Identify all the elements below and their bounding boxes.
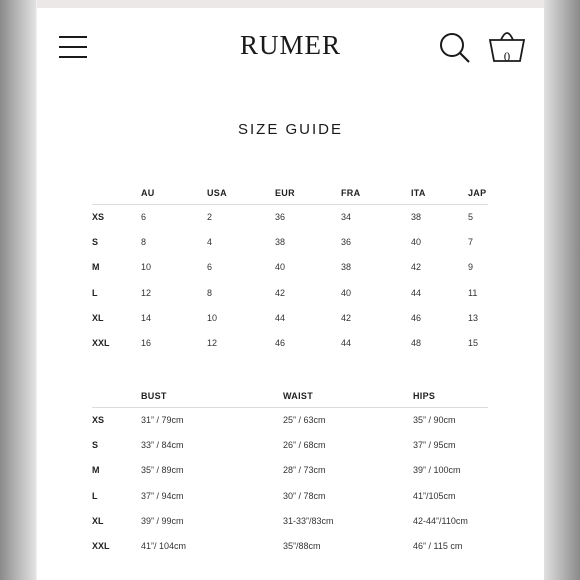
table-cell: 15: [468, 337, 479, 348]
size-label: XL: [92, 515, 104, 526]
table-cell: 40: [341, 287, 352, 298]
table-header-row: [92, 390, 488, 408]
table-cell: 35”/88cm: [283, 540, 321, 551]
table-cell: 41”/105cm: [413, 490, 456, 501]
table-cell: 38: [341, 262, 352, 273]
table-row: [92, 205, 488, 230]
table-cell: 37” / 95cm: [413, 440, 456, 451]
table-cell: 28” / 73cm: [283, 465, 326, 476]
table-cell: 42-44”/110cm: [413, 515, 468, 526]
size-label: L: [92, 287, 98, 298]
table-cell: 42: [275, 287, 286, 298]
cart-count: 0: [503, 49, 511, 64]
column-header: FRA: [341, 188, 361, 198]
table-row: [92, 331, 488, 356]
table-cell: 48: [411, 337, 422, 348]
size-label: M: [92, 262, 100, 273]
table-row: [92, 458, 488, 483]
table-row: [92, 433, 488, 458]
table-cell: 12: [141, 287, 152, 298]
table-cell: 38: [411, 212, 422, 222]
column-header: AU: [141, 188, 155, 198]
table-row: [92, 534, 488, 559]
column-header: EUR: [275, 188, 295, 198]
table-cell: 44: [275, 312, 286, 323]
size-label: XXL: [92, 337, 110, 348]
size-label: S: [92, 237, 99, 248]
table-header-row: [92, 187, 488, 205]
table-cell: 12: [207, 337, 218, 348]
size-label: XXL: [92, 540, 110, 551]
table-row: [92, 306, 488, 331]
table-cell: 7: [468, 237, 474, 248]
column-header: HIPS: [413, 391, 436, 401]
table-row: [92, 255, 488, 280]
size-label: L: [92, 490, 98, 501]
table-row: [92, 281, 488, 306]
search-icon[interactable]: [439, 32, 471, 64]
table-cell: 44: [341, 337, 352, 348]
table-cell: 37” / 94cm: [141, 490, 184, 501]
size-label: XL: [92, 312, 104, 323]
table-cell: 10: [141, 262, 152, 273]
size-label: S: [92, 440, 99, 451]
top-bar: [37, 0, 544, 8]
table-cell: 46: [411, 312, 422, 323]
size-label: XS: [92, 212, 105, 222]
table-cell: 9: [468, 262, 474, 273]
table-cell: 31-33”/83cm: [283, 515, 334, 526]
table-cell: 34: [341, 212, 352, 222]
table-cell: 41”/ 104cm: [141, 540, 187, 551]
table-cell: 6: [141, 212, 147, 222]
table-cell: 40: [275, 262, 286, 273]
table-cell: 35” / 89cm: [141, 465, 184, 476]
table-cell: 8: [207, 287, 213, 298]
table-row: [92, 509, 488, 534]
table-row: [92, 484, 488, 509]
table-cell: 46: [275, 337, 286, 348]
table-cell: 2: [207, 212, 213, 222]
size-label: M: [92, 465, 100, 476]
table-cell: 10: [207, 312, 218, 323]
table-cell: 39” / 100cm: [413, 465, 461, 476]
table-cell: 36: [341, 237, 352, 248]
table-cell: 38: [275, 237, 286, 248]
column-header: USA: [207, 188, 227, 198]
table-cell: 25” / 63cm: [283, 415, 326, 425]
table-cell: 4: [207, 237, 213, 248]
table-cell: 11: [468, 287, 478, 298]
page: [37, 0, 544, 580]
site-header: [37, 8, 544, 86]
table-cell: 40: [411, 237, 422, 248]
page-title: SIZE GUIDE: [237, 121, 343, 138]
table-cell: 35” / 90cm: [413, 415, 456, 425]
table-cell: 14: [141, 312, 152, 323]
size-conversion-table: [92, 187, 488, 356]
table-cell: 16: [141, 337, 152, 348]
table-cell: 42: [341, 312, 352, 323]
measurements-table: [92, 390, 488, 559]
column-header: WAIST: [283, 391, 313, 401]
table-cell: 6: [207, 262, 213, 273]
table-cell: 26” / 68cm: [283, 440, 326, 451]
table-cell: 46” / 115 cm: [413, 540, 463, 551]
table-cell: 42: [411, 262, 422, 273]
table-cell: 44: [411, 287, 422, 298]
table-cell: 5: [468, 212, 474, 222]
table-row: [92, 408, 488, 433]
table-row: [92, 230, 488, 255]
table-cell: 8: [141, 237, 147, 248]
size-label: XS: [92, 415, 105, 425]
table-cell: 39” / 99cm: [141, 515, 184, 526]
column-header: BUST: [141, 391, 167, 401]
table-cell: 36: [275, 212, 286, 222]
table-cell: 13: [468, 312, 479, 323]
basket-icon[interactable]: [487, 26, 527, 66]
column-header: ITA: [411, 188, 426, 198]
table-cell: 31” / 79cm: [141, 415, 184, 425]
column-header: JAP: [468, 188, 487, 198]
table-cell: 33” / 84cm: [141, 440, 184, 451]
table-cell: 30” / 78cm: [283, 490, 326, 501]
brand-logo[interactable]: RUMER: [239, 30, 342, 60]
